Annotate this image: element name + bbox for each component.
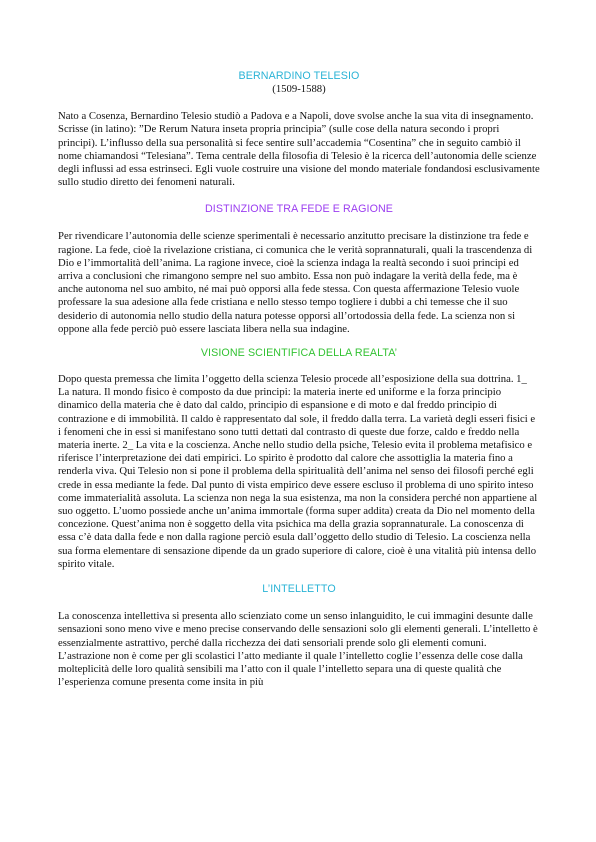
document-title: BERNARDINO TELESIO bbox=[238, 70, 360, 82]
section-heading-fede-ragione: DISTINZIONE TRA FEDE E RAGIONE bbox=[204, 203, 394, 216]
intro-paragraph: Nato a Cosenza, Bernardino Telesio studiò a Padova e a Napoli, dove svolse anche la sua vita di insegnamento. Scrisse (in latino): ”De Rerum Natura inseta propria principia” (sulle cose della natura secondo i propri principi). L’influsso della sua personalità si fece sentire sull’accademia “Cosentina” che in seguito cambiò il nome chiamandosi “Telesiana”. Tema centrale della filosofia di Telesio è la ricerca dell’autonomia delle scienze degli influssi ad essa estrinseci. Egli vuole costruire una visione del mondo materiale fondandosi esclusivamente sullo studio diretto dei fenomeni naturali. bbox=[58, 110, 540, 189]
section-body-visione-scientifica: Dopo questa premessa che limita l’oggetto della scienza Telesio procede all’esposizione della sua dottrina. 1_ La natura. Il mondo fisico è composto da due principi: la materia inerte ed uniforme e la forza principio dinamico della materia che è dato dal caldo, principio di espansione e di moto e dal freddo principio di contrazione e di immobilità. Il caldo è rappresentato dal sole, il freddo dalla terra. La varietà degli esseri fisici e i fenomeni che in essi si manifestano sono tutti dettati dal contrasto di queste due forze, caldo e freddo nella materia inerte. 2_ La vita e la coscienza. Anche nello studio della psiche, Telesio evita il problema metafisico e riferisce l’interpretazione dei dati empirici. Lo spirito è prodotto dal calore che assottiglia la materia fino a renderla viva. Qui Telesio non si pone il problema della spiritualità dell’anima nel senso dei filosofi perché egli crede in essa mediante la fede. Dal punto di vista empirico deve essere escluso il problema di uno spirito inteso come immaterialità assoluta. La scienza non nega la sua esistenza, ma non la considera perché non appartiene al suo oggetto. L’uomo possiede anche un’anima immortale (forma super addita) creata da Dio nel momento della concezione. Quest’anima non è soggetto della vita psichica ma della grazia soprannaturale. La conoscenza di essa c’è data dalla fede e non dalla ragione perciò esula dall’oggetto dello studio di Telesio. La coscienza nella sua forma elementare di sensazione dipende da un grado superiore di calore, cioè è una vitalità più intensa dello spirito vitale. bbox=[58, 373, 538, 570]
life-dates: (1509-1588) bbox=[272, 83, 326, 95]
section-body-intelletto: La conoscenza intellettiva si presenta allo scienziato come un senso inlanguidito, le cui immagini desunte dalle sensazioni sono meno vive e meno precise conservando delle sensazioni solo gli elementi generali. L’intelletto è essenzialmente astrattivo, perché dalla ricchezza dei dati sensoriali prende solo gli elementi comuni. L’astrazione non è come per gli scolastici l’atto mediante il quale l’intelletto coglie l’essenza delle cose dalla molteplicità delle loro qualità sensibili ma l’atto con il quale l’intelletto separa una di queste qualità che l’esperienza comune presenta come insita in più bbox=[58, 610, 538, 689]
section-heading-visione-scientifica: VISIONE SCIENTIFICA DELLA REALTA’ bbox=[200, 347, 398, 360]
section-body-fede-ragione: Per rivendicare l’autonomia delle scienze sperimentali è necessario anzitutto precisare la distinzione tra fede e ragione. La fede, cioè la rivelazione cristiana, ci comunica che le verità soprannaturali, quali la trascendenza di Dio e l’immortalità dell’anima. La ragione invece, cioè la scienza indaga la realtà secondo i suoi principi ed arriva a conclusioni che rimangono sempre nel suo ambito. Essa non può indagare la verità della fede, ma è anche autonoma nel suo ambito, né mai può opporsi alla fede stessa. Con questa affermazione Telesio vuole professare la sua adesione alla fede cristiana e nello stesso tempo togliere i dubbi a chi temesse che il suo desiderio di autonomia nello studio della natura potesse opporsi all’ortodossia della fede. La scienza non si oppone alla fede perciò può essere lasciata libera nella sua indagine. bbox=[58, 230, 533, 335]
section-heading-intelletto: L’INTELLETTO bbox=[262, 583, 336, 596]
document-content bbox=[58, 70, 540, 689]
